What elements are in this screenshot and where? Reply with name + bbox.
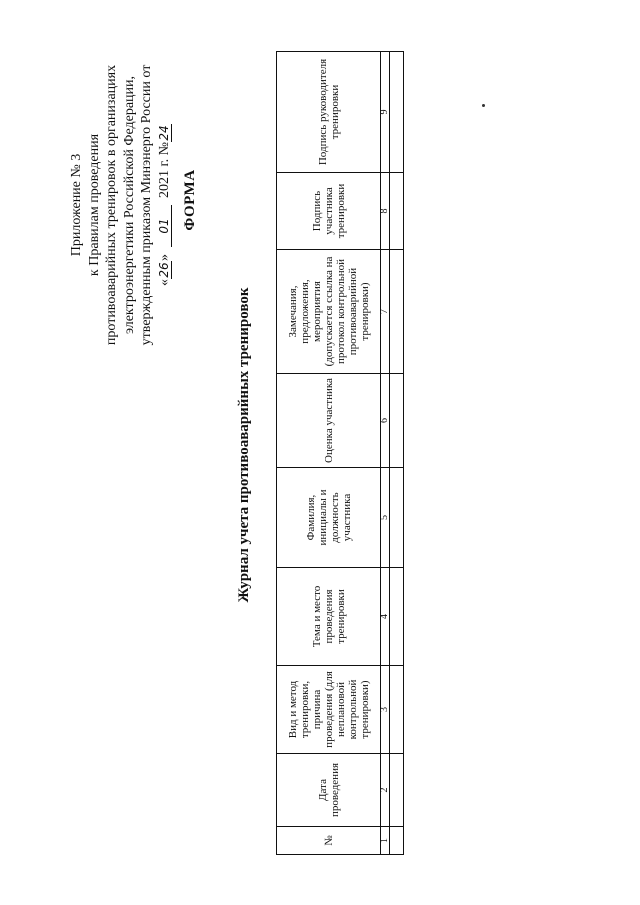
empty-cell [390,52,404,173]
header-line-3: противоаварийных тренировок в организациях [104,64,119,346]
empty-cell [390,374,404,468]
empty-cell [390,250,404,374]
scan-speck [482,104,485,107]
form-label: ФОРМА [182,169,198,231]
column-header: № [277,827,381,855]
header-line-2: к Правилам проведения [86,133,102,277]
empty-cell [390,827,404,855]
column-header: Подпись руководителя тренировки [277,52,381,173]
empty-cell [390,568,404,666]
column-number: 3 [381,666,390,754]
column-number: 2 [381,754,390,827]
journal-table [276,51,404,855]
handwritten-order-number: 24 [156,125,171,141]
column-header: Замечания, предложения, мероприятия (допускается ссылка на протокол контрольной противоаварийной тренировки) [277,250,381,374]
column-header: Дата проведения [277,754,381,827]
empty-table-row [390,52,404,855]
column-number: 8 [381,173,390,250]
column-number: 1 [381,827,390,855]
header-line-1: Приложение № 3 [69,153,84,257]
column-number: 6 [381,374,390,468]
column-header: Подпись участника тренировки [277,173,381,250]
date-year-text: 2021 г. № [156,141,172,199]
empty-cell [390,173,404,250]
empty-cell [390,468,404,568]
appendix-header [68,10,173,400]
journal-title: Журнал учета противоаварийных тренировок [236,287,252,603]
empty-cell [390,754,404,827]
handwritten-month: 01 [158,205,172,247]
column-number: 5 [381,468,390,568]
header-line-4: электроэнергетики Российской Федерации, [121,75,137,335]
column-number: 9 [381,52,390,173]
date-open-quote: « [156,279,172,287]
handwritten-day: 26 [156,262,171,278]
column-number-row [381,52,390,855]
column-header: Тема и место проведения тренировки [277,568,381,666]
date-close-quote: » [156,254,172,262]
table-header-row [277,52,381,855]
column-header: Оценка участника [277,374,381,468]
column-header: Фамилия, инициалы и должность участника [277,468,381,568]
column-header: Вид и метод тренировки, причина проведения (для неплановой контрольной тренировки) [277,666,381,754]
empty-cell [390,666,404,754]
header-line-5: утвержденным приказом Минэнерго России от [139,64,154,346]
column-number: 7 [381,250,390,374]
order-date-line [156,10,174,400]
column-number: 4 [381,568,390,666]
